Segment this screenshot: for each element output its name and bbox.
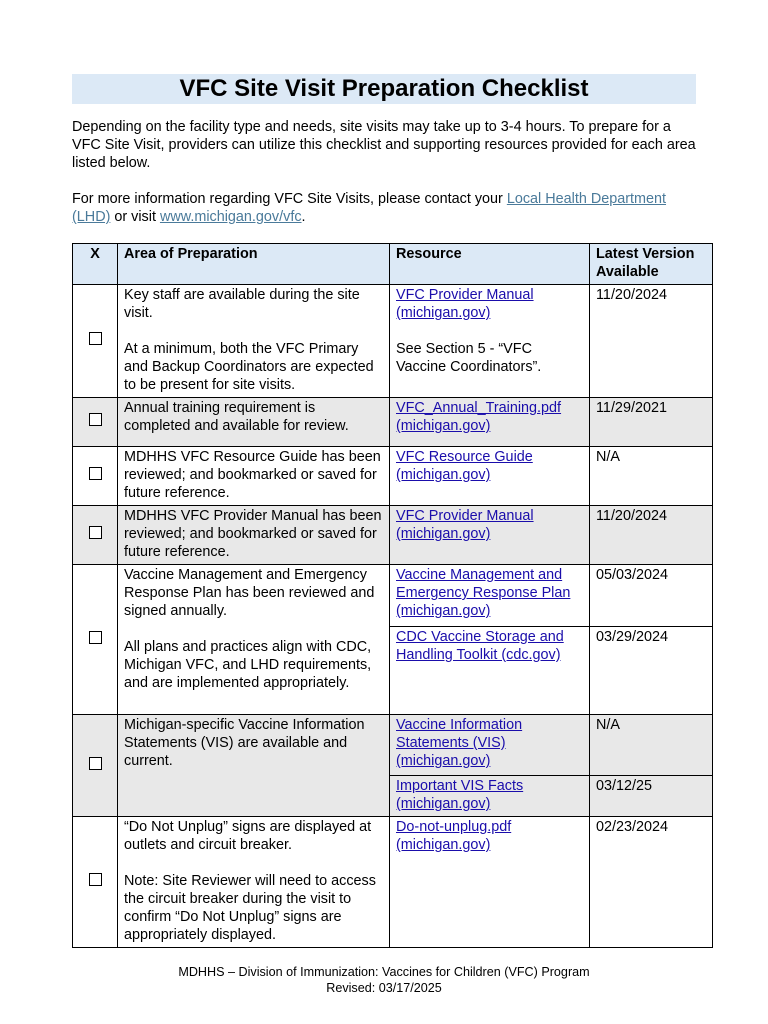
table-row bbox=[73, 447, 713, 506]
checkbox-cell bbox=[73, 285, 118, 398]
area-cell: Annual training requirement is completed and available for review. bbox=[118, 398, 390, 447]
header-version: Latest Version Available bbox=[590, 244, 713, 285]
resource-cell bbox=[390, 776, 590, 817]
resource-link[interactable]: Vaccine Management and Emergency Response Plan (michigan.gov) bbox=[396, 567, 571, 619]
checkbox[interactable] bbox=[89, 631, 102, 644]
resource-link[interactable]: CDC Vaccine Storage and Handling Toolkit (cdc.gov) bbox=[396, 629, 564, 663]
resource-cell bbox=[390, 565, 590, 627]
resource-cell bbox=[390, 447, 590, 506]
page-footer bbox=[0, 964, 768, 996]
resource-cell bbox=[390, 627, 590, 715]
checklist-table bbox=[72, 243, 713, 948]
area-text: “Do Not Unplug” signs are displayed at outlets and circuit breaker. bbox=[124, 819, 372, 853]
resource-link[interactable]: VFC Resource Guide (michigan.gov) bbox=[396, 449, 533, 483]
table-row bbox=[73, 398, 713, 447]
version-cell: 02/23/2024 bbox=[590, 817, 713, 948]
area-cell bbox=[118, 817, 390, 948]
area-cell: MDHHS VFC Resource Guide has been reviewed; and bookmarked or saved for future reference. bbox=[118, 447, 390, 506]
table-row bbox=[73, 285, 713, 398]
table-header-row bbox=[73, 244, 713, 285]
area-note: Note: Site Reviewer will need to access the circuit breaker during the visit to confirm “Do Not Unplug” signs are appropriately displayed. bbox=[124, 873, 376, 943]
checkbox[interactable] bbox=[89, 526, 102, 539]
checkbox-cell bbox=[73, 447, 118, 506]
version-cell: 05/03/2024 bbox=[590, 565, 713, 627]
table-row bbox=[73, 565, 713, 627]
contact-paragraph bbox=[72, 190, 702, 226]
checkbox-cell bbox=[73, 506, 118, 565]
area-note: At a minimum, both the VFC Primary and Backup Coordinators are expected to be present for site visits. bbox=[124, 341, 374, 393]
header-area: Area of Preparation bbox=[118, 244, 390, 285]
checkbox[interactable] bbox=[89, 873, 102, 886]
checkbox[interactable] bbox=[89, 332, 102, 345]
resource-cell bbox=[390, 715, 590, 776]
version-cell: 03/12/25 bbox=[590, 776, 713, 817]
checkbox-cell bbox=[73, 398, 118, 447]
footer-revised: Revised: 03/17/2025 bbox=[326, 981, 442, 995]
resource-cell bbox=[390, 285, 590, 398]
resource-note: See Section 5 - “VFC Vaccine Coordinators”. bbox=[396, 341, 542, 375]
area-text: Key staff are available during the site visit. bbox=[124, 287, 360, 321]
area-cell bbox=[118, 285, 390, 398]
contact-suffix: . bbox=[301, 209, 306, 225]
area-note: All plans and practices align with CDC, Michigan VFC, and LHD requirements, and are implemented appropriately. bbox=[124, 639, 372, 691]
resource-cell bbox=[390, 398, 590, 447]
checkbox-cell bbox=[73, 565, 118, 715]
resource-link[interactable]: Do-not-unplug.pdf (michigan.gov) bbox=[396, 819, 512, 853]
resource-link[interactable]: Important VIS Facts (michigan.gov) bbox=[396, 778, 524, 812]
resource-link[interactable]: Vaccine Information Statements (VIS) (michigan.gov) bbox=[396, 717, 523, 769]
resource-cell bbox=[390, 817, 590, 948]
table-row bbox=[73, 715, 713, 776]
resource-link[interactable]: VFC Provider Manual (michigan.gov) bbox=[396, 508, 534, 542]
lhd-link[interactable]: Local Health Department (LHD) bbox=[72, 191, 667, 225]
area-cell: Michigan-specific Vaccine Information Statements (VIS) are available and current. bbox=[118, 715, 390, 817]
contact-middle: or visit bbox=[110, 209, 160, 225]
header-x: X bbox=[73, 244, 118, 285]
version-cell: N/A bbox=[590, 447, 713, 506]
version-cell: 03/29/2024 bbox=[590, 627, 713, 715]
resource-cell bbox=[390, 506, 590, 565]
area-cell: MDHHS VFC Provider Manual has been reviewed; and bookmarked or saved for future reference. bbox=[118, 506, 390, 565]
resource-link[interactable]: VFC Provider Manual (michigan.gov) bbox=[396, 287, 534, 321]
checkbox-cell bbox=[73, 817, 118, 948]
footer-program: MDHHS – Division of Immunization: Vaccines for Children (VFC) Program bbox=[178, 965, 590, 979]
intro-paragraph: Depending on the facility type and needs, site visits may take up to 3-4 hours. To prepare for a VFC Site Visit, providers can utilize this checklist and supporting resources provided for each area listed below. bbox=[72, 119, 696, 171]
page-title: VFC Site Visit Preparation Checklist bbox=[72, 74, 696, 104]
intro-text bbox=[72, 118, 702, 226]
table-row bbox=[73, 817, 713, 948]
version-cell: 11/29/2021 bbox=[590, 398, 713, 447]
version-cell: 11/20/2024 bbox=[590, 506, 713, 565]
contact-prefix: For more information regarding VFC Site Visits, please contact your bbox=[72, 191, 507, 207]
checkbox[interactable] bbox=[89, 413, 102, 426]
version-cell: N/A bbox=[590, 715, 713, 776]
header-resource: Resource bbox=[390, 244, 590, 285]
checkbox-cell bbox=[73, 715, 118, 817]
area-text: Vaccine Management and Emergency Response Plan has been reviewed and signed annually. bbox=[124, 567, 375, 619]
resource-link[interactable]: VFC_Annual_Training.pdf (michigan.gov) bbox=[396, 400, 562, 434]
vfc-website-link[interactable]: www.michigan.gov/vfc bbox=[159, 209, 302, 225]
table-row bbox=[73, 506, 713, 565]
checkbox[interactable] bbox=[89, 757, 102, 770]
checkbox[interactable] bbox=[89, 467, 102, 480]
area-cell bbox=[118, 565, 390, 715]
version-cell: 11/20/2024 bbox=[590, 285, 713, 398]
